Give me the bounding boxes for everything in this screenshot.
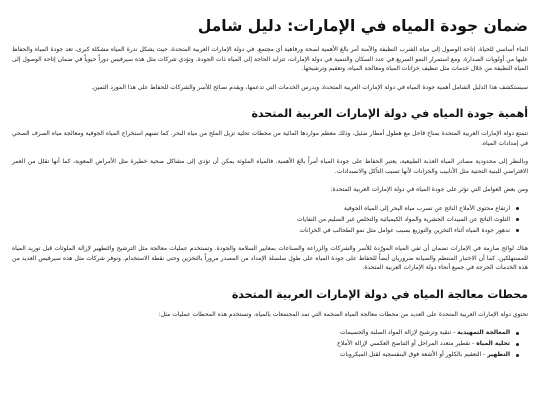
bullet-icon: [516, 343, 519, 346]
list-item-text: - تنقية وترشيح لإزالة المواد الصلبة والجسيمات: [340, 329, 458, 336]
list-item: [12, 204, 510, 214]
list-item: [12, 328, 510, 338]
list-item-text: - التعقيم بالكلور أو الأشعة فوق البنفسجية لقتل الميكروبات: [339, 351, 488, 358]
body-paragraph: تتمتع دولة الإمارات العربية المتحدة بمناخ قاحل مع هطول أمطار ضئيل، وذلك معظم مواردها المائية من محطات تحلية تزيل الملح من مياه البحر. كما تسهم استخراج المياه الجوفية ومعالجة مياه الصرف الصحي في إمدادات المياه.: [12, 130, 528, 147]
list-item-term: المعالجة التمهيدية: [457, 329, 510, 336]
list-item-text: - تقطير متعدد المراحل أو التناضح العكسي لإزالة الأملاح: [336, 340, 477, 347]
bullet-icon: [516, 207, 519, 210]
body-paragraph: وبالنظر إلى محدودية مصادر المياه العذبة الطبيعية، يعتبر الحفاظ على جودة المياه أمراً بالغ الأهمية. فالمياه الملوثة يمكن أن تؤدي إلى مشاكل صحية خطيرة مثل الأمراض المعوية، كما أنها تقلل من العمر الافتراضي للبنية التحتية مثل الأنابيب والخزانات لأنها تسبب التآكل والانسدادات.: [12, 158, 528, 175]
list-item-term: التطهير: [487, 351, 510, 358]
bullet-icon: [516, 332, 519, 335]
section-heading-importance: أهمية جودة المياه في دولة الإمارات العربية المتحدة: [251, 107, 528, 120]
list-item: [12, 350, 510, 360]
intro-paragraph: سيستكشف هذا الدليل الشامل أهمية جودة المياه في دولة الإمارات العربية المتحدة، ويدرس الخدمات التي تدعمها، ويقدم نصائح للأسر والشركات للحفاظ على هذا المورد الثمين.: [91, 83, 528, 91]
list-item-text: التلوث الناتج عن المبيدات الحشرية والمواد الكيميائية والتخلص غير السليم من النفايات: [297, 215, 510, 223]
bullet-icon: [516, 354, 519, 357]
page-title: ضمان جودة المياه في الإمارات: دليل شامل: [197, 17, 528, 35]
bullet-icon: [516, 229, 519, 232]
process-list: [12, 328, 528, 360]
list-item-term: تحلية المياه: [476, 340, 510, 347]
body-paragraph: هناك لوائح صارمة في الإمارات تضمان أن تفي المياه المورّدة للأسر والشركات والزراعة والصناعات بمعايير السلامة والجودة. وتستخدم عمليات معالجة مثل الترشيح والتطهير لإزالة الملوثات قبل توريد المياه للمستهلكين. كما أن الاختبار المنتظم والصيانة ضروريان أيضاً للحفاظ على جودة المياه على طول سلسلة الإمداد من المصدر مروراً بالتخزين وحتى نقطة الاستخدام. وتوفر شركات مثل هذه سيرفيس العديد من هذه الخدمات الحرجة في جميع أنحاء دولة الإمارات العربية المتحدة.: [12, 245, 528, 271]
body-paragraph: تحتوي دولة الإمارات العربية المتحدة على العديد من محطات معالجة المياه الضخمة التي تمد المجتمعات بالمياه. وتستخدم هذه المحطات عمليات مثل:: [158, 310, 528, 318]
list-item: [12, 226, 510, 236]
section-heading-plants: محطات معالجة المياه في دولة الإمارات العربية المتحدة: [231, 287, 528, 301]
bullet-icon: [516, 218, 519, 221]
list-item-text: ارتفاع محتوى الأملاح الناتج عن تسرب مياه البحر إلى المياه الجوفية: [343, 204, 510, 212]
intro-paragraph: الماء أساسي للحياة. إتاحة الوصول إلى مياه الشرب النظيفة والآمنة أمر بالغ الأهمية لصحة ورفاهية أي مجتمع. في دولة الإمارات العربية المتحدة، حيث يشكل ندرة المياه مشكلة كبرى، تعد جودة المياه والحفاظ عليها من أولويات الصدارة. ومع استمرار النمو السريع في عدد السكان والتنمية في دولة الإمارات، تتزايد الحاجة إلى المياه ذات الجودة. وتؤدي شركات مثل هذه سيرفيس دوراً حيوياً في ضمان إتاحة الوصول إلى المياه النظيفة من خلال خدمات مثل تنظيف خزانات المياه ومعالجة المياه، وتعقيم وترشيحها.: [12, 46, 528, 72]
factors-list: [12, 204, 528, 236]
list-item-text: تدهور جودة المياه أثناء التخزين والتوزيع بسبب عوامل مثل نمو الطحالب في الخزانات: [299, 226, 510, 234]
list-item: [12, 215, 510, 225]
list-item: [12, 339, 510, 349]
body-paragraph: ومن بعض العوامل التي تؤثر على جودة المياه في دولة الإمارات العربية المتحدة:: [330, 186, 528, 193]
